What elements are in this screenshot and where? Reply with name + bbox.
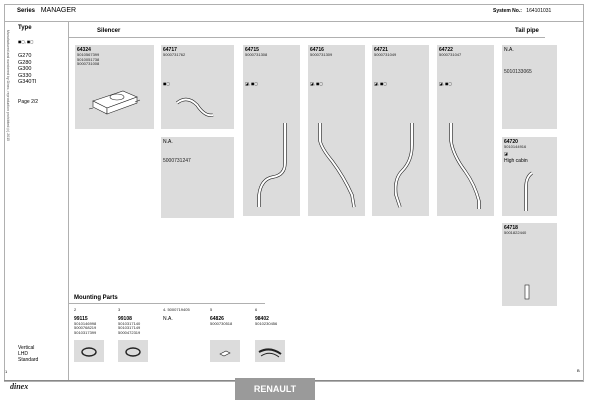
- config-version: Standard: [18, 357, 39, 363]
- bracket-image: [210, 340, 240, 362]
- part-ref: 5000731309: [310, 52, 333, 57]
- part-card-64722[interactable]: [437, 45, 494, 216]
- series-label: Series: [17, 8, 36, 14]
- type-symbols: ◼◻, ◼◻: [18, 39, 34, 44]
- dinex-logo: [10, 382, 28, 391]
- model-item: G330: [18, 72, 32, 79]
- part-ref: 5010144916: [504, 144, 527, 149]
- part-number: 64715: [245, 47, 259, 53]
- part-number: 64826: [210, 315, 224, 322]
- part-number: N.A.: [163, 139, 173, 145]
- position: 2: [74, 307, 77, 312]
- part-number: N.A.: [163, 315, 173, 322]
- config-list: [18, 345, 38, 363]
- part-card-tailpipe-na[interactable]: [502, 45, 557, 129]
- part-ref: 5010133065: [504, 69, 532, 75]
- part-ref: 5000731247: [163, 158, 191, 164]
- part-card-64717[interactable]: [161, 45, 234, 129]
- pipe-drawing: [308, 45, 365, 216]
- silencer-line: [68, 37, 545, 38]
- sidebar-divider: [68, 21, 69, 380]
- part-ref: 5000731049: [374, 52, 397, 57]
- ref-number: 5000768219: [74, 325, 97, 331]
- part-number: 64716: [310, 47, 324, 53]
- pipe-drawing: [372, 45, 429, 216]
- position: 3: [118, 307, 121, 312]
- part-number: 98402: [255, 315, 269, 322]
- clamp-drawing: [118, 340, 148, 362]
- part-number: 64324: [77, 47, 91, 53]
- part-card-64715[interactable]: [243, 45, 300, 216]
- pipe-drawing: [502, 223, 557, 306]
- config-drive: LHD: [18, 351, 29, 357]
- ref-number: 5000731008: [77, 61, 100, 67]
- clamp-image: [74, 340, 104, 362]
- part-card-64720[interactable]: [502, 137, 557, 216]
- type-label: Type: [18, 25, 32, 31]
- part-card-64716[interactable]: [308, 45, 365, 216]
- model-item: G270: [18, 53, 32, 59]
- tailpipe-heading: Tail pipe: [515, 28, 539, 34]
- mounting-item-na[interactable]: [163, 308, 205, 360]
- pipe-drawing: [161, 45, 234, 129]
- position: 5: [210, 307, 213, 312]
- position: 6: [255, 307, 258, 312]
- part-card-silencer[interactable]: [75, 45, 154, 129]
- system-label: System No.:: [493, 8, 522, 14]
- part-number: 64722: [439, 47, 453, 53]
- ref-number: 5010146998: [74, 320, 97, 326]
- config-orientation: Vertical: [18, 345, 35, 351]
- ref-number: 5010051738: [77, 56, 100, 62]
- part-card-64721[interactable]: [372, 45, 429, 216]
- left-marker: 1: [5, 369, 8, 374]
- pipe-drawing: [502, 137, 557, 216]
- part-symbol: ◪, ◼◻: [245, 81, 258, 86]
- ref-number: 5010317399: [74, 329, 97, 335]
- part-card-na-5000731247[interactable]: [161, 137, 234, 218]
- clamp-drawing: [74, 340, 104, 362]
- part-number: 64721: [374, 47, 388, 53]
- part-symbol: ◪: [504, 151, 508, 156]
- copyright-text: Manufactured and numbered by Dinex, reproduction prohibited (c) 2015: [6, 30, 10, 142]
- ref-number: 5010317140: [118, 320, 141, 326]
- model-item: G300: [18, 66, 32, 72]
- pipe-drawing: [243, 45, 300, 216]
- model-list: [18, 53, 36, 86]
- position-ref: 4. 5000719405: [163, 307, 190, 312]
- ref-number: 5000472319: [118, 329, 141, 335]
- part-symbol: ◪, ◼◻: [439, 81, 452, 86]
- strap-drawing: [255, 340, 285, 362]
- part-ref: 5000731308: [245, 52, 268, 57]
- ref-number: 5010230456: [255, 320, 278, 326]
- series-value: MANAGER: [40, 7, 77, 14]
- part-note: High cabin: [504, 158, 528, 164]
- part-number: 64717: [163, 47, 177, 53]
- part-number: 64720: [504, 139, 518, 145]
- header-divider: [4, 21, 583, 22]
- bracket-drawing: [210, 340, 240, 362]
- mounting-heading: Mounting Parts: [74, 295, 118, 301]
- series-header: [17, 7, 76, 14]
- ref-number: 5010317149: [118, 325, 141, 331]
- part-number: 99115: [74, 315, 88, 322]
- silencer-heading: Silencer: [97, 28, 121, 34]
- logo-text: dinex: [10, 382, 29, 391]
- part-ref: 5000731762: [163, 52, 186, 57]
- part-ref: 5001822440: [504, 230, 527, 235]
- strap-image: [255, 340, 285, 362]
- brand-badge: [235, 378, 315, 400]
- part-symbol: ◼◻: [163, 81, 170, 86]
- part-number: 99108: [118, 315, 132, 322]
- model-item: G340TI: [18, 79, 37, 85]
- brand-name: RENAULT: [253, 384, 297, 394]
- right-page-marker: B: [577, 368, 580, 373]
- mounting-line: [68, 303, 265, 304]
- clamp-image: [118, 340, 148, 362]
- silencer-drawing: [75, 45, 154, 129]
- part-ref: 5000731047: [439, 52, 462, 57]
- part-symbol: ◪, ◼◻: [310, 81, 323, 86]
- model-item: G280: [18, 59, 32, 66]
- part-number: N.A.: [504, 47, 514, 53]
- system-value: 164101031: [526, 8, 552, 14]
- pipe-drawing: [437, 45, 494, 216]
- system-number: [493, 8, 551, 14]
- ref-number: 5000730518: [210, 320, 233, 326]
- part-number: 64718: [504, 225, 518, 231]
- part-card-64718[interactable]: [502, 223, 557, 306]
- ref-number: 5010567399: [77, 52, 100, 57]
- part-symbol: ◪, ◼◻: [374, 81, 387, 86]
- page-number: Page 2/2: [18, 99, 39, 105]
